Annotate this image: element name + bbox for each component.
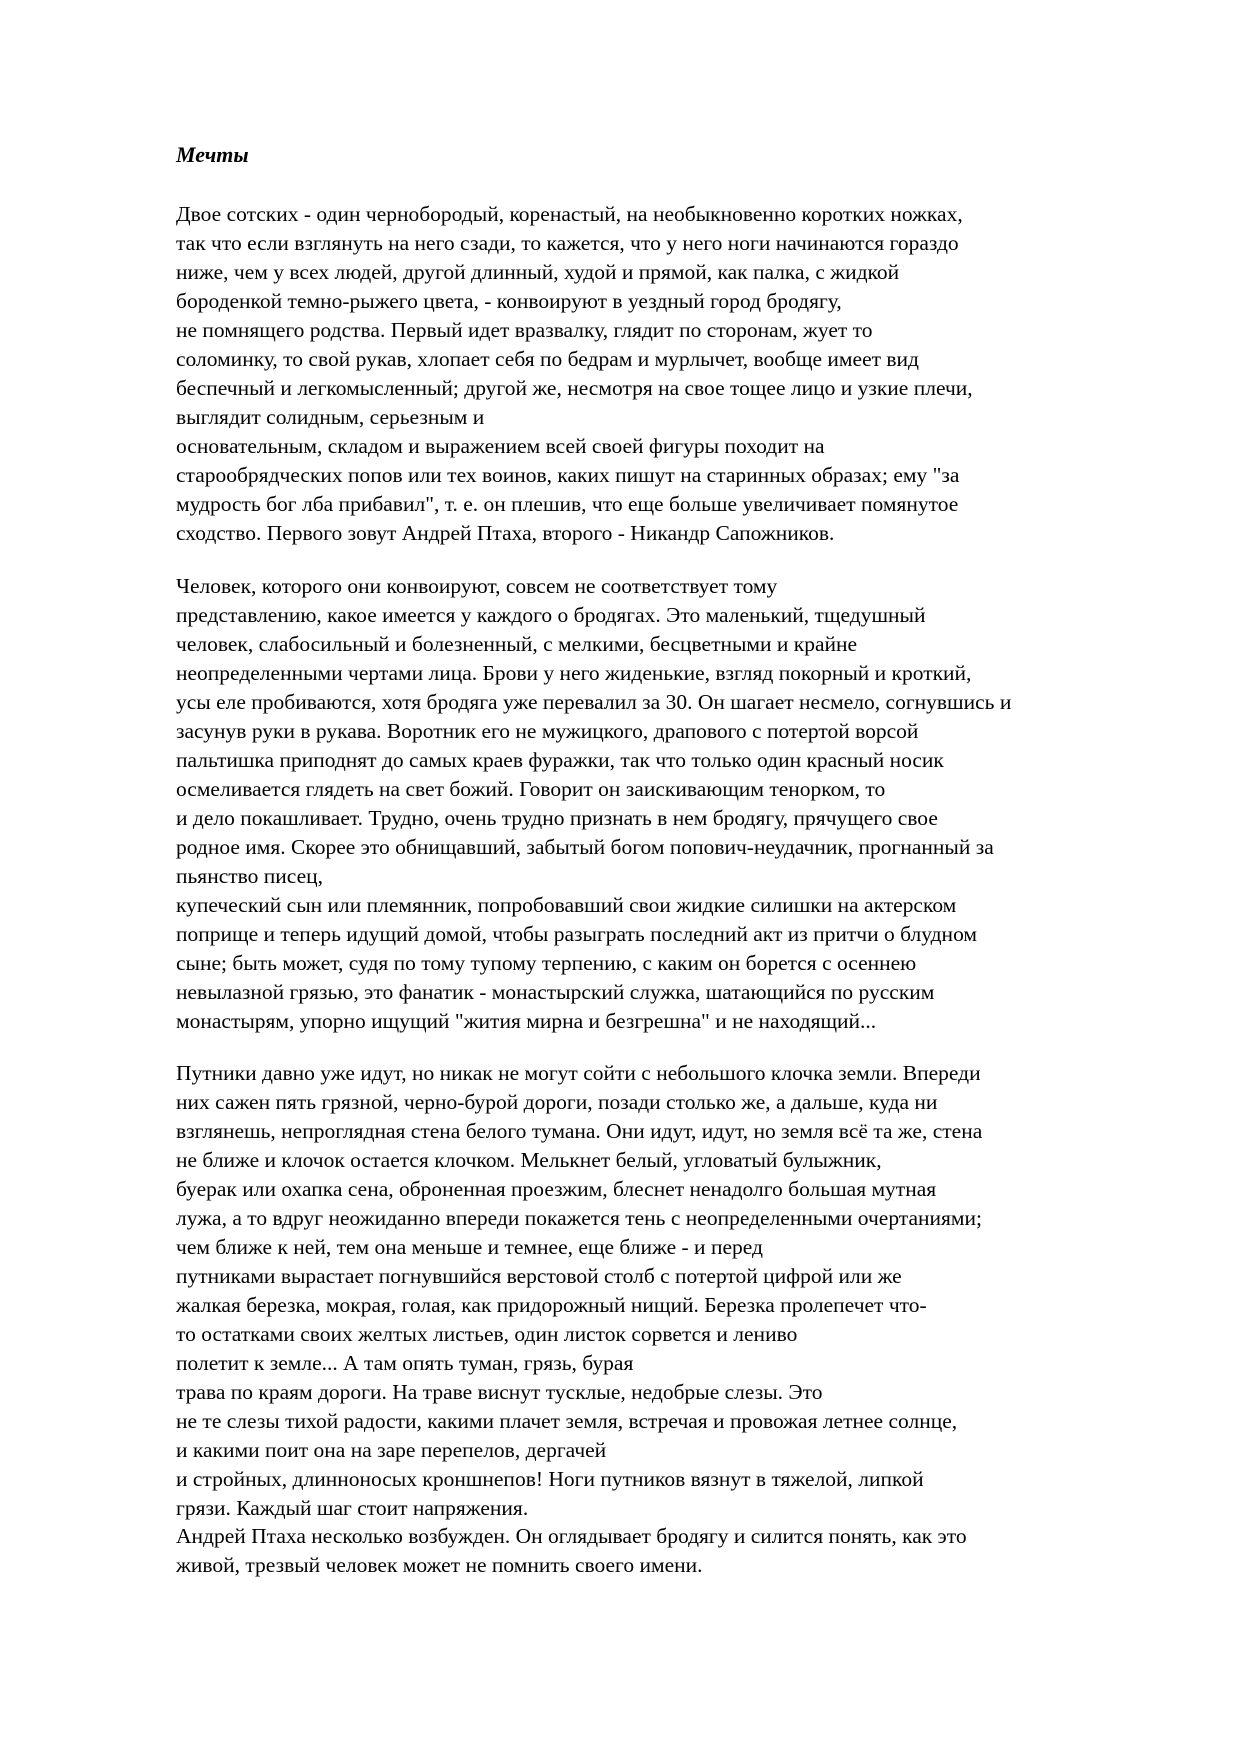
text-line: представлению, какое имеется у каждого о бродягах. Это маленький, тщедушный xyxy=(176,603,926,627)
text-line: так что если взглянуть на него сзади, то кажется, что у него ноги начинаются гораздо xyxy=(176,231,959,255)
text-line: поприще и теперь идущий домой, чтобы разыграть последний акт из притчи о блудном xyxy=(176,922,978,946)
text-line: жалкая березка, мокрая, голая, как придорожный нищий. Березка пролепечет что- xyxy=(176,1293,927,1317)
text-line: сходство. Первого зовут Андрей Птаха, второго - Никандр Сапожников. xyxy=(176,521,835,545)
text-line: старообрядческих попов или тех воинов, каких пишут на старинных образах; ему "за xyxy=(176,463,960,487)
text-line: соломинку, то свой рукав, хлопает себя по бедрам и мурлычет, вообще имеет вид xyxy=(176,347,919,371)
text-line: трава по краям дороги. На траве виснут тусклые, недобрые слезы. Это xyxy=(176,1380,823,1404)
text-line: неопределенными чертами лица. Брови у него жиденькие, взгляд покорный и кроткий, xyxy=(176,661,972,685)
text-line: и какими поит она на заре перепелов, дергачей xyxy=(176,1438,607,1462)
text-line: человек, слабосильный и болезненный, с мелкими, бесцветными и крайне xyxy=(176,632,858,656)
text-line: усы еле пробиваются, хотя бродяга уже перевалил за 30. Он шагает несмело, согнувшись и xyxy=(176,690,1012,714)
text-line: Человек, которого они конвоируют, совсем не соответствует тому xyxy=(176,574,778,598)
text-line: чем ближе к ней, тем она меньше и темнее, еще ближе - и перед xyxy=(176,1235,763,1259)
text-line: и дело покашливает. Трудно, очень трудно признать в нем бродягу, прячущего свое xyxy=(176,806,938,830)
text-line: живой, трезвый человек может не помнить своего имени. xyxy=(176,1553,703,1577)
text-line: не те слезы тихой радости, какими плачет земля, встречая и провожая летнее солнце, xyxy=(176,1409,958,1433)
text-line: бороденкой темно-рыжего цвета, - конвоируют в уездный город бродягу, xyxy=(176,289,842,313)
text-line: то остатками своих желтых листьев, один листок сорвется и лениво xyxy=(176,1322,798,1346)
text-line: путниками вырастает погнувшийся верстовой столб с потертой цифрой или же xyxy=(176,1264,902,1288)
text-line: засунув руки в рукава. Воротник его не мужицкого, драпового с потертой ворсой xyxy=(176,719,919,743)
text-line: невылазной грязью, это фанатик - монастырский служка, шатающийся по русским xyxy=(176,980,935,1004)
text-line: полетит к земле... А там опять туман, грязь, бурая xyxy=(176,1351,634,1375)
text-line: купеческий сын или племянник, попробовавший свои жидкие силишки на актерском xyxy=(176,893,957,917)
text-line: мудрость бог лба прибавил", т. е. он плешив, что еще больше увеличивает помянутое xyxy=(176,492,959,516)
text-line: Путники давно уже идут, но никак не могут сойти с небольшого клочка земли. Впереди xyxy=(176,1061,981,1085)
document-title: Мечты xyxy=(176,142,249,167)
text-line: не помнящего родства. Первый идет вразвалку, глядит по сторонам, жует то xyxy=(176,318,873,342)
text-line: родное имя. Скорее это обнищавший, забытый богом попович-неудачник, прогнанный за xyxy=(176,835,994,859)
paragraph xyxy=(176,1059,1176,1523)
text-line: взглянешь, непроглядная стена белого тумана. Они идут, идут, но земля всё та же, стена xyxy=(176,1119,983,1143)
text-line: сыне; быть может, судя по тому тупому терпению, с каким он борется с осеннею xyxy=(176,951,917,975)
text-line: грязи. Каждый шаг стоит напряжения. xyxy=(176,1496,529,1520)
text-line: беспечный и легкомысленный; другой же, несмотря на свое тощее лицо и узкие плечи, xyxy=(176,376,973,400)
text-line: осмеливается глядеть на свет божий. Говорит он заискивающим тенорком, то xyxy=(176,777,886,801)
paragraph xyxy=(176,572,1176,1036)
text-line: Андрей Птаха несколько возбужден. Он оглядывает бродягу и силится понять, как это xyxy=(176,1524,967,1548)
text-line: ниже, чем у всех людей, другой длинный, худой и прямой, как палка, с жидкой xyxy=(176,260,900,284)
text-line: основательным, складом и выражением всей своей фигуры походит на xyxy=(176,434,825,458)
text-line: монастырям, упорно ищущий "жития мирна и безгрешна" и не находящий... xyxy=(176,1009,877,1033)
text-line: лужа, а то вдруг неожиданно впереди покажется тень с неопределенными очертаниями; xyxy=(176,1206,982,1230)
text-line: буерак или охапка сена, оброненная проезжим, блеснет ненадолго большая мутная xyxy=(176,1177,937,1201)
text-line: пальтишка приподнят до самых краев фуражки, так что только один красный носик xyxy=(176,748,944,772)
text-line: Двое сотских - один чернобородый, коренастый, на необыкновенно коротких ножках, xyxy=(176,202,963,226)
text-line: выглядит солидным, серьезным и xyxy=(176,405,485,429)
text-line: них сажен пять грязной, черно-бурой дороги, позади столько же, а дальше, куда ни xyxy=(176,1090,938,1114)
text-line: пьянство писец, xyxy=(176,864,324,888)
paragraph xyxy=(176,200,1176,548)
text-line: и стройных, длинноносых кроншнепов! Ноги путников вязнут в тяжелой, липкой xyxy=(176,1467,924,1491)
text-line: не ближе и клочок остается клочком. Мелькнет белый, угловатый булыжник, xyxy=(176,1148,882,1172)
paragraph xyxy=(176,1522,1176,1580)
